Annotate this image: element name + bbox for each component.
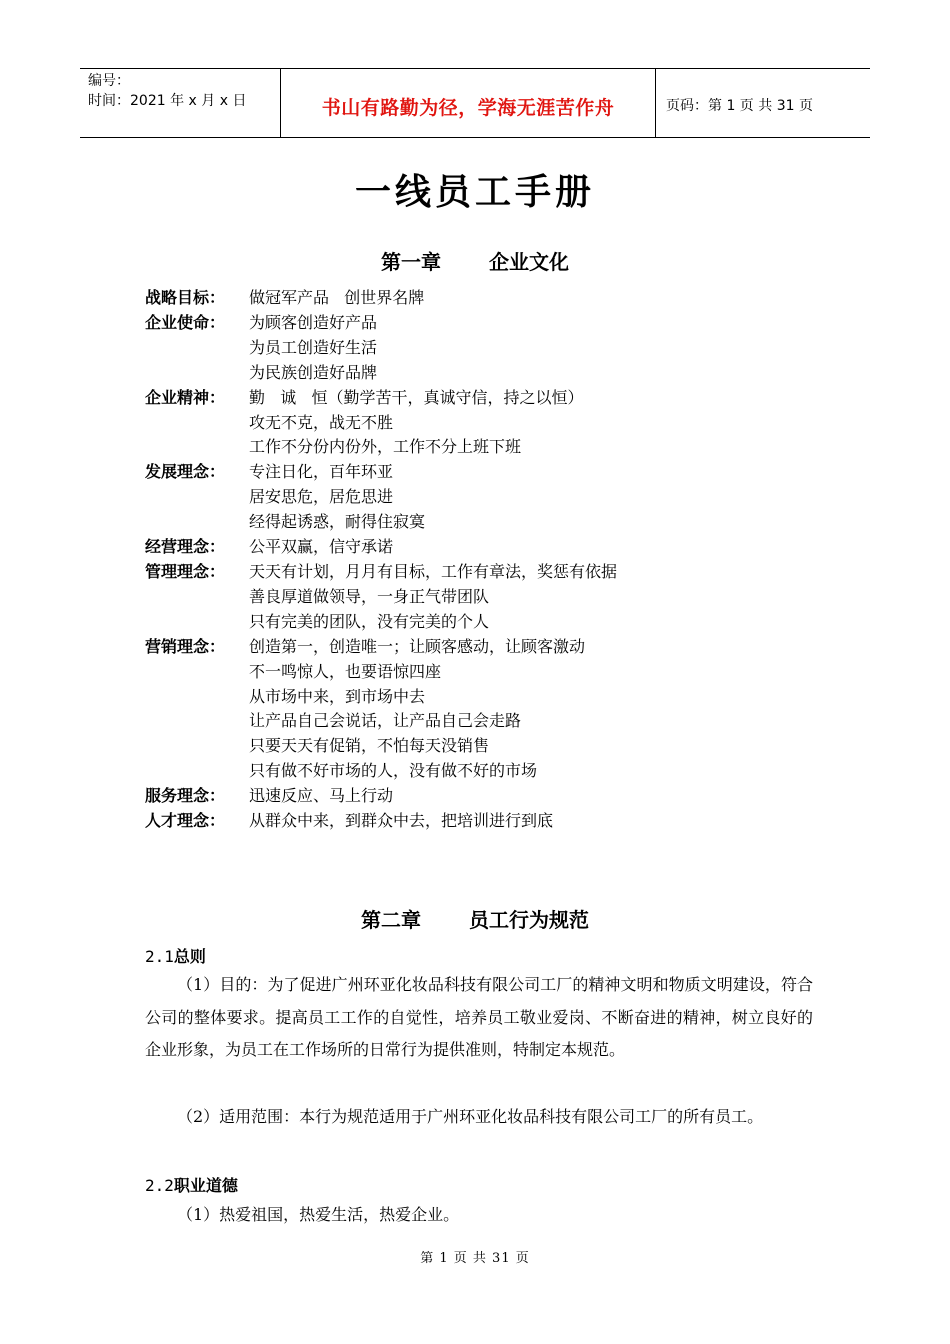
culture-label: [145, 411, 249, 436]
culture-row: [145, 286, 845, 311]
culture-label: [145, 660, 249, 685]
culture-label: [145, 485, 249, 510]
culture-value: 专注日化，百年环亚: [249, 462, 394, 482]
chapter2-number: 第二章: [361, 908, 421, 932]
culture-value: 只要天天有促销，不怕每天没销售: [249, 736, 490, 756]
culture-row: [145, 510, 845, 535]
culture-label: 管理理念：: [145, 561, 226, 581]
culture-row: [145, 435, 845, 460]
culture-label: [145, 510, 249, 535]
culture-value: 善良厚道做领导，一身正气带团队: [249, 586, 490, 606]
culture-value: 做冠军产品 创世界名牌: [249, 288, 425, 307]
chapter1-name: 企业文化: [489, 250, 569, 274]
culture-value: 只有做不好市场的人，没有做不好的市场: [249, 761, 538, 781]
culture-row: [145, 759, 845, 784]
section-title: 总则: [173, 947, 206, 966]
culture-label: [145, 734, 249, 759]
section-number: 2.1: [145, 947, 174, 966]
culture-label: 营销理念：: [145, 636, 226, 656]
document-header: [80, 68, 870, 138]
section-heading: [145, 1173, 238, 1196]
header-page-cell: [656, 69, 870, 137]
culture-row: [145, 411, 845, 436]
chapter1-number: 第一章: [381, 250, 441, 274]
culture-row: [145, 660, 845, 685]
culture-value: 攻无不克，战无不胜: [249, 412, 394, 432]
section-title: 职业道德: [173, 1176, 238, 1195]
culture-label: 服务理念：: [145, 786, 226, 806]
culture-value: 勤 诚 恒（勤学苦干，真诚守信，持之以恒）: [249, 387, 584, 407]
culture-value: 创造第一，创造唯一；让顾客感动，让顾客激动: [249, 636, 586, 656]
culture-row: [145, 336, 845, 361]
paragraph: （1）目的：为了促进广州环亚化妆品科技有限公司工厂的精神文明和物质文明建设，符合公司的整体要求。提高员工工作的自觉性，培养员工敬业爱岗、不断奋进的精神，树立良好的企业形象，为员工在工作场所的日常行为提供准则，特制定本规范。: [145, 975, 813, 1060]
culture-row: [145, 685, 845, 710]
culture-row: [145, 734, 845, 759]
culture-row: [145, 361, 845, 386]
header-date: 时间：2021 年 x 月 x 日: [88, 93, 247, 109]
culture-value: 不一鸣惊人，也要语惊四座: [249, 661, 442, 681]
culture-label: [145, 610, 249, 635]
header-page-info: 页码：第 1 页 共 31 页: [666, 98, 813, 114]
culture-label: [145, 361, 249, 386]
culture-value: 迅速反应、马上行动: [249, 786, 394, 806]
culture-row: [145, 485, 845, 510]
header-number-label: 编号：: [88, 73, 130, 89]
culture-row: [145, 809, 845, 834]
culture-row: [145, 610, 845, 635]
culture-value: 只有完美的团队，没有完美的个人: [249, 611, 490, 631]
culture-label: [145, 336, 249, 361]
paragraph: （1）热爱祖国，热爱生活，热爱企业。: [177, 1205, 460, 1224]
culture-label: [145, 585, 249, 610]
culture-value: 从群众中来，到群众中去，把培训进行到底: [249, 811, 554, 831]
culture-row: [145, 784, 845, 809]
section-heading: [145, 944, 206, 967]
chapter2-heading: [0, 904, 950, 933]
header-motto: 书山有路勤为径，学海无涯苦作舟: [321, 96, 615, 119]
culture-label: [145, 435, 249, 460]
culture-label: 发展理念：: [145, 462, 226, 482]
culture-label: 企业精神：: [145, 387, 226, 407]
culture-value: 为民族创造好品牌: [249, 362, 378, 382]
culture-label: [145, 759, 249, 784]
culture-row: [145, 585, 845, 610]
culture-value: 公平双赢，信守承诺: [249, 537, 394, 557]
culture-row: [145, 635, 845, 660]
document-title: 一线员工手册: [354, 172, 595, 213]
culture-row: [145, 386, 845, 411]
section-number: 2.2: [145, 1176, 174, 1195]
culture-label: 经营理念：: [145, 537, 226, 557]
culture-label: 战略目标：: [145, 288, 226, 307]
culture-label: [145, 709, 249, 734]
chapter1-heading: [0, 246, 950, 275]
chapter2-name: 员工行为规范: [469, 908, 589, 932]
culture-value: 为顾客创造好产品: [249, 312, 378, 332]
culture-value: 让产品自己会说话，让产品自己会走路: [249, 711, 522, 731]
header-meta: [80, 69, 280, 137]
culture-label: 人才理念：: [145, 811, 226, 831]
culture-label: [145, 685, 249, 710]
culture-row: [145, 535, 845, 560]
header-motto-cell: [280, 69, 656, 137]
culture-value: 居安思危，居危思进: [249, 487, 394, 507]
culture-value: 经得起诱惑，耐得住寂寞: [249, 512, 426, 532]
culture-row: [145, 709, 845, 734]
culture-row: [145, 311, 845, 336]
culture-row: [145, 560, 845, 585]
culture-value: 天天有计划，月月有目标，工作有章法，奖惩有依据: [249, 561, 618, 581]
paragraph: （2）适用范围：本行为规范适用于广州环亚化妆品科技有限公司工厂的所有员工。: [177, 1107, 764, 1126]
culture-value: 工作不分份内份外，工作不分上班下班: [249, 437, 522, 457]
culture-value: 为员工创造好生活: [249, 337, 378, 357]
culture-label: 企业使命：: [145, 312, 226, 332]
culture-row: [145, 460, 845, 485]
page-footer: 第 1 页 共 31 页: [420, 1251, 530, 1266]
culture-list: [145, 286, 845, 834]
culture-value: 从市场中来，到市场中去: [249, 686, 426, 706]
